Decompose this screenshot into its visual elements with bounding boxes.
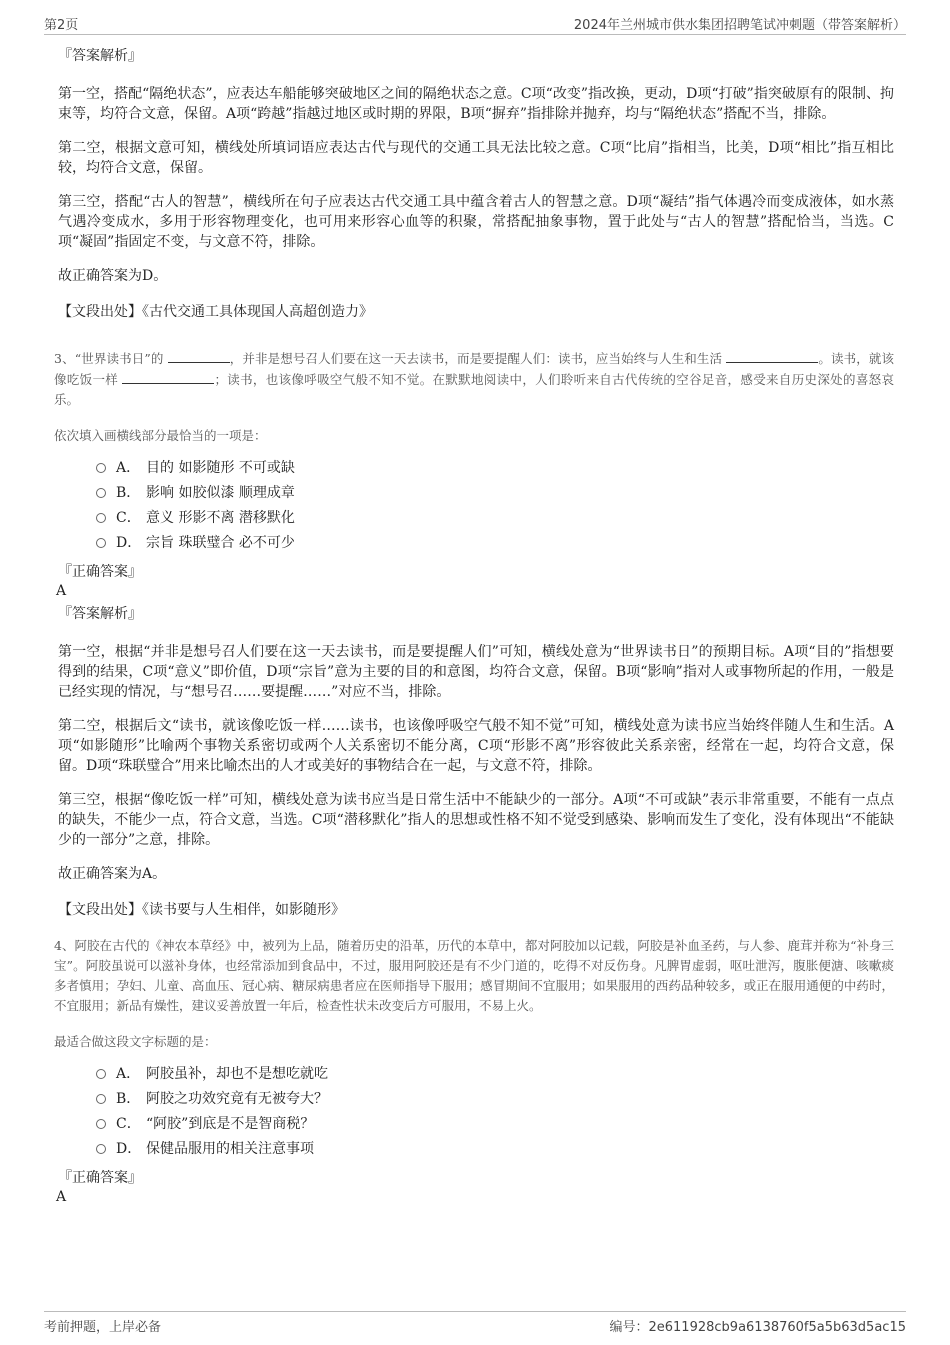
analysis-paragraph: 第三空，根据“像吃饭一样”可知，横线处意为读书应当是日常生活中不能缺少的一部分。A项“不可或缺”表示非常重要，不能有一点点的缺失，不能少一点，符合文意，当选。C项“潜移默化”指人的思想或性格不知不觉受到感染、影响而发生了变化，没有体现出“不能缺少的一部分”之意，排除。 xyxy=(58,792,894,848)
correct-answer: A xyxy=(56,583,67,599)
radio-icon[interactable] xyxy=(96,538,106,548)
correct-answer: A xyxy=(56,1189,67,1205)
radio-icon[interactable] xyxy=(96,1094,106,1104)
analysis-paragraph: 第二空，根据后文“读书，就该像吃饭一样……读书，也该像呼吸空气般不知不觉”可知，横线处意为读书应当始终伴随人生和生活。A项“如影随形”比喻两个事物关系密切或两个人关系密切不能分离，C项“形影不离”形容彼此关系亲密，经常在一起，均符合文意，保留。D项“珠联璧合”用来比喻杰出的人才或美好的事物结合在一起，与文意不符，排除。 xyxy=(58,718,894,774)
footer-slogan: 考前押题，上岸必备 xyxy=(44,1320,162,1335)
option-b[interactable]: B． 阿胶之功效究竟有无被夸大？ xyxy=(96,1087,894,1112)
fill-blank xyxy=(726,348,818,363)
radio-icon[interactable] xyxy=(96,1069,106,1079)
analysis-paragraph: 第三空，搭配“古人的智慧”，横线所在句子应表达古代交通工具中蕴含着古人的智慧之意。D项“凝结”指气体遇冷而变成液体，如水蒸气遇冷变成水，多用于形容物理变化，也可用来形容心血等的积聚，常搭配抽象事物，置于此处与“古人的智慧”搭配恰当，当选。C项“凝固”指固定不变，与文意不符，排除。 xyxy=(58,194,894,250)
radio-icon[interactable] xyxy=(96,488,106,498)
question-4-text: 4、阿胶在古代的《神农本草经》中，被列为上品，随着历史的沿革，历代的本草中，都对阿胶加以记载，阿胶是补血圣药，与人参、鹿茸并称为“补身三宝”。阿胶虽说可以滋补身体，也经常添加到食品中，不过，服用阿胶还是有不少门道的，吃得不对反伤身。凡脾胃虚弱，呕吐泄泻，腹胀便溏、咳嗽痰多者慎用；孕妇、儿童、高血压、冠心病、糖尿病患者应在医师指导下服用；感冒期间不宜服用；如果服用的西药品种较多，或正在服用通便的中药时，不宜服用；新品有燥性，建议妥善放置一年后，检查性状未改变后方可服用，不易上火。 xyxy=(54,938,894,1013)
analysis-paragraph: 第二空，根据文意可知，横线处所填词语应表达古代与现代的交通工具无法比较之意。C项“比肩”指相当，比美，D项“相比”指互相比较，均符合文意，保留。 xyxy=(58,140,894,176)
question-3-prompt: 依次填入画横线部分最恰当的一项是： xyxy=(54,428,267,443)
radio-icon[interactable] xyxy=(96,1144,106,1154)
document-id: 编号：2e611928cb9a6138760f5a5b63d5ac15 xyxy=(609,1320,906,1335)
option-b[interactable]: B． 影响 如胶似漆 顺理成章 xyxy=(96,481,894,506)
option-d[interactable]: D． 保健品服用的相关注意事项 xyxy=(96,1137,894,1162)
correct-answer-label: 『正确答案』 xyxy=(58,1170,142,1186)
question-4-options xyxy=(96,1062,894,1162)
analysis-paragraph: 第一空，搭配“隔绝状态”，应表达车船能够突破地区之间的隔绝状态之意。C项“改变”指改换，更动，D项“打破”指突破原有的限制、拘束等，均符合文意，保留。A项“跨越”指越过地区或时期的界限，B项“摒弃”指排除并抛弃，均与“隔绝状态”搭配不当，排除。 xyxy=(58,86,894,122)
correct-answer-label: 『正确答案』 xyxy=(58,564,142,580)
analysis-paragraph: 第一空，根据“并非是想号召人们要在这一天去读书，而是要提醒人们”可知，横线处意为“世界读书日”的预期目标。A项“目的”指想要得到的结果，C项“意义”即价值，D项“宗旨”意为主要的目的和意图，均符合文意，保留。B项“影响”指对人或事物所起的作用，一般是已经实现的情况，与“想号召……要提醒……”对应不当，排除。 xyxy=(58,644,894,700)
page-content xyxy=(54,40,894,1206)
page-footer xyxy=(44,1311,906,1334)
question-3-options xyxy=(96,456,894,556)
radio-icon[interactable] xyxy=(96,1119,106,1129)
fill-blank xyxy=(122,369,214,384)
option-a[interactable]: A． 目的 如影随形 不可或缺 xyxy=(96,456,894,481)
option-d[interactable]: D． 宗旨 珠联璧合 必不可少 xyxy=(96,531,894,556)
source-citation: 【文段出处】《古代交通工具体现国人高超创造力》 xyxy=(58,304,373,320)
analysis-conclusion: 故正确答案为A。 xyxy=(58,866,167,882)
page-number: 第2页 xyxy=(44,18,79,33)
question-3-text: 3、“世界读书日”的 ，并非是想号召人们要在这一天去读书，而是要提醒人们：读书，应当始终与人生和生活 。读书，就该像吃饭一样 ；读书，也该像呼吸空气般不知不觉。在默默地阅读中，人们聆听来自古代传统的空谷足音，感受来自历史深处的喜怒哀乐。 xyxy=(54,348,894,410)
option-c[interactable]: C． 意义 形影不离 潜移默化 xyxy=(96,506,894,531)
option-a[interactable]: A． 阿胶虽补，却也不是想吃就吃 xyxy=(96,1062,894,1087)
analysis-conclusion: 故正确答案为D。 xyxy=(58,268,168,284)
radio-icon[interactable] xyxy=(96,513,106,523)
question-4-prompt: 最适合做这段文字标题的是： xyxy=(54,1034,217,1049)
analysis-label: 『答案解析』 xyxy=(58,48,142,64)
source-citation: 【文段出处】《读书要与人生相伴，如影随形》 xyxy=(58,902,345,918)
radio-icon[interactable] xyxy=(96,463,106,473)
document-title: 2024年兰州城市供水集团招聘笔试冲刺题（带答案解析） xyxy=(573,18,906,33)
fill-blank xyxy=(168,348,230,363)
option-c[interactable]: C． “阿胶”到底是不是智商税？ xyxy=(96,1112,894,1137)
analysis-label: 『答案解析』 xyxy=(58,606,142,622)
page-header xyxy=(44,12,906,35)
